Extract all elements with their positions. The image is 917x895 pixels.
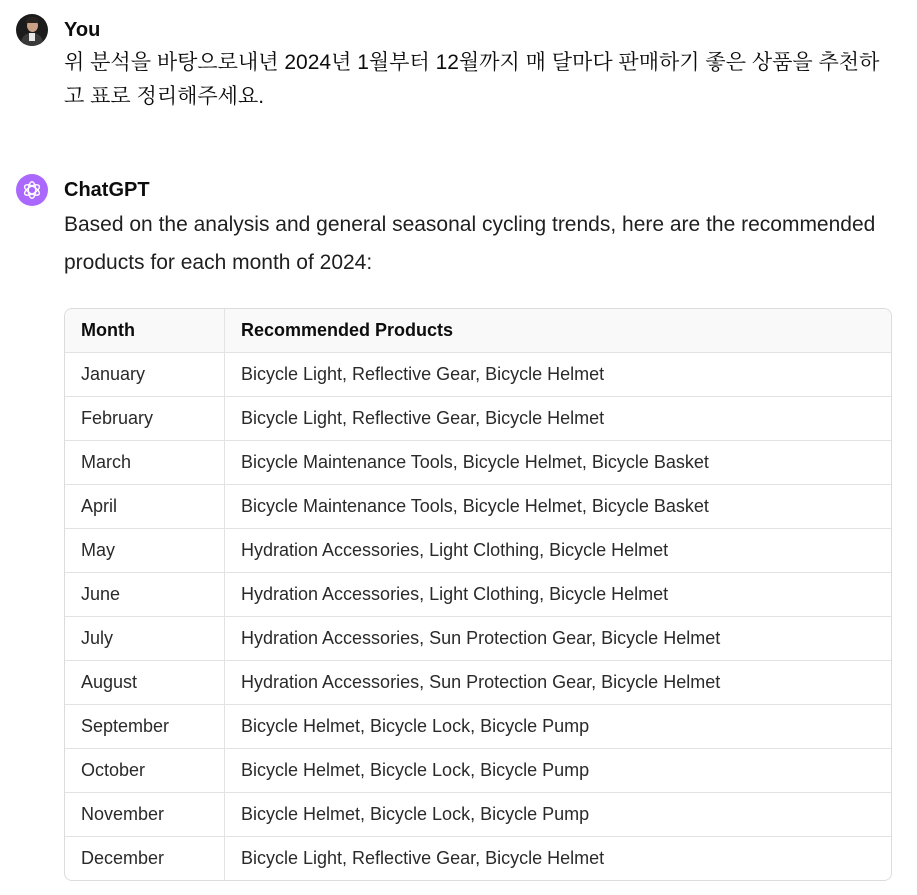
products-cell: Hydration Accessories, Light Clothing, Bicycle Helmet <box>225 573 892 617</box>
month-cell: January <box>65 353 225 397</box>
month-cell: June <box>65 573 225 617</box>
user-message-text: 위 분석을 바탕으로내년 2024년 1월부터 12월까지 매 달마다 판매하기 좋은 상품을 추천하고 표로 정리해주세요. <box>64 51 880 108</box>
table-row <box>65 617 891 661</box>
products-cell: Hydration Accessories, Sun Protection Gear, Bicycle Helmet <box>225 661 892 705</box>
products-cell: Bicycle Maintenance Tools, Bicycle Helmet, Bicycle Basket <box>225 485 892 529</box>
user-avatar <box>16 14 48 46</box>
month-cell: March <box>65 441 225 485</box>
header-products: Recommended Products <box>225 309 892 353</box>
products-cell: Bicycle Light, Reflective Gear, Bicycle Helmet <box>225 397 892 441</box>
user-author-name: You <box>64 19 101 41</box>
assistant-avatar <box>16 174 48 206</box>
table-row <box>65 837 891 881</box>
products-cell: Bicycle Helmet, Bicycle Lock, Bicycle Pump <box>225 749 892 793</box>
month-cell: April <box>65 485 225 529</box>
openai-logo-icon <box>21 179 43 201</box>
assistant-author-name: ChatGPT <box>64 179 150 201</box>
month-cell: August <box>65 661 225 705</box>
table-row <box>65 353 891 397</box>
products-cell: Bicycle Helmet, Bicycle Lock, Bicycle Pump <box>225 793 892 837</box>
month-cell: July <box>65 617 225 661</box>
recommendation-table <box>64 308 892 881</box>
month-cell: February <box>65 397 225 441</box>
month-cell: May <box>65 529 225 573</box>
table-row <box>65 485 891 529</box>
products-cell: Bicycle Light, Reflective Gear, Bicycle Helmet <box>225 353 892 397</box>
month-cell: December <box>65 837 225 881</box>
month-cell: October <box>65 749 225 793</box>
table-row <box>65 529 891 573</box>
table-header-row <box>65 309 891 353</box>
header-month: Month <box>65 309 225 353</box>
table-row <box>65 661 891 705</box>
month-cell: September <box>65 705 225 749</box>
table-row <box>65 397 891 441</box>
products-cell: Bicycle Maintenance Tools, Bicycle Helmet, Bicycle Basket <box>225 441 892 485</box>
table-row <box>65 441 891 485</box>
table-row <box>65 793 891 837</box>
products-cell: Hydration Accessories, Light Clothing, Bicycle Helmet <box>225 529 892 573</box>
assistant-intro-text: Based on the analysis and general seasonal cycling trends, here are the recommended products for each month of 2024: <box>64 213 876 274</box>
month-cell: November <box>65 793 225 837</box>
products-cell: Hydration Accessories, Sun Protection Gear, Bicycle Helmet <box>225 617 892 661</box>
table-row <box>65 749 891 793</box>
table-row <box>65 573 891 617</box>
table-row <box>65 705 891 749</box>
products-cell: Bicycle Helmet, Bicycle Lock, Bicycle Pump <box>225 705 892 749</box>
products-cell: Bicycle Light, Reflective Gear, Bicycle Helmet <box>241 848 605 868</box>
